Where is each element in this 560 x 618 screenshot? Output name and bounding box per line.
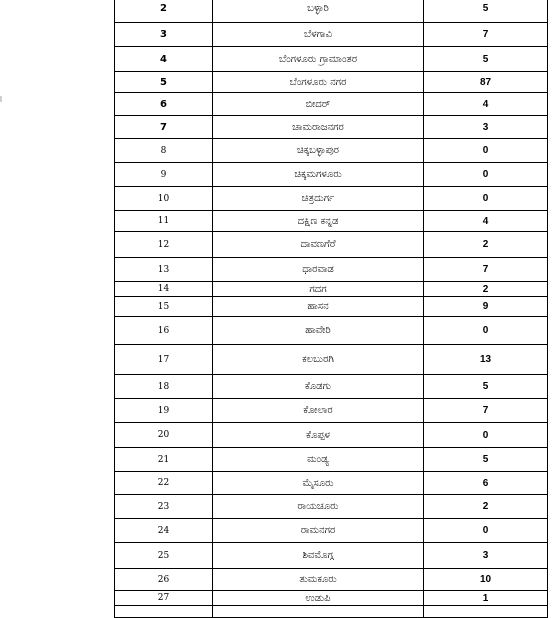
district-name-cell: ಉಡುಪಿ (213, 591, 424, 606)
table-row (115, 569, 548, 591)
district-name-cell: ಬೆಂಗಳೂರು ನಗರ (213, 72, 424, 93)
count-cell: 2 (424, 495, 548, 519)
count-cell: 3 (424, 543, 548, 569)
district-name-cell: ಗದಗ (213, 282, 424, 297)
count-cell: 7 (424, 399, 548, 423)
serial-number-cell: 14 (115, 282, 213, 297)
table-row (115, 258, 548, 282)
district-name-cell: ಧಾರವಾಡ (213, 258, 424, 282)
district-name-cell: ಬೆಂಗಳೂರು ಗ್ರಾಮಾಂತರ (213, 47, 424, 72)
serial-number-cell: 12 (115, 232, 213, 258)
table-row (115, 93, 548, 116)
table-row (115, 297, 548, 317)
district-name-cell: ಹಾವೇರಿ (213, 317, 424, 345)
table-row (115, 23, 548, 47)
table-body (115, 0, 548, 618)
district-name-cell: ಬೀದರ್ (213, 93, 424, 116)
count-cell: 0 (424, 423, 548, 448)
serial-number-cell: 18 (115, 375, 213, 399)
serial-number-cell: 25 (115, 543, 213, 569)
district-name-cell: ಚಾಮರಾಜನಗರ (213, 116, 424, 139)
district-name-cell: ಹಾಸನ (213, 297, 424, 317)
count-cell: 3 (424, 116, 548, 139)
district-name-cell (213, 606, 424, 618)
serial-number-cell: 11 (115, 211, 213, 232)
table-row (115, 375, 548, 399)
district-count-table (114, 0, 548, 618)
count-cell: 2 (424, 282, 548, 297)
table-row (115, 448, 548, 472)
district-name-cell: ಚಿಕ್ಕಬಳ್ಳಾಪುರ (213, 139, 424, 163)
district-name-cell: ಕಲಬುರಗಿ (213, 345, 424, 375)
serial-number-cell: 10 (115, 187, 213, 211)
count-cell: 0 (424, 519, 548, 543)
count-cell: 13 (424, 345, 548, 375)
serial-number-cell: 23 (115, 495, 213, 519)
serial-number-cell: 7 (115, 116, 213, 139)
table-row (115, 423, 548, 448)
district-name-cell: ಬಳ್ಳಾರಿ (213, 0, 424, 23)
table-row (115, 519, 548, 543)
district-name-cell: ದಕ್ಷಿಣ ಕನ್ನಡ (213, 211, 424, 232)
district-name-cell: ಚಿತ್ರದುರ್ಗ (213, 187, 424, 211)
district-name-cell: ಚಿಕ್ಕಮಗಳೂರು (213, 163, 424, 187)
count-cell: 5 (424, 375, 548, 399)
serial-number-cell (115, 606, 213, 618)
serial-number-cell: 15 (115, 297, 213, 317)
table-row (115, 0, 548, 23)
serial-number-cell: 6 (115, 93, 213, 116)
table-row (115, 591, 548, 606)
serial-number-cell: 17 (115, 345, 213, 375)
table-row (115, 116, 548, 139)
serial-number-cell: 16 (115, 317, 213, 345)
district-name-cell: ಬೆಳಗಾವಿ (213, 23, 424, 47)
district-name-cell: ದಾವಣಗೆರೆ (213, 232, 424, 258)
serial-number-cell: 27 (115, 591, 213, 606)
district-name-cell: ಶಿವಮೊಗ್ಗ (213, 543, 424, 569)
count-cell: 4 (424, 93, 548, 116)
table-row (115, 163, 548, 187)
serial-number-cell: 13 (115, 258, 213, 282)
district-name-cell: ರಾಯಚೂರು (213, 495, 424, 519)
page-edge-mark (0, 96, 2, 102)
count-cell: 87 (424, 72, 548, 93)
serial-number-cell: 8 (115, 139, 213, 163)
count-cell: 7 (424, 258, 548, 282)
count-cell: 5 (424, 47, 548, 72)
count-cell: 0 (424, 139, 548, 163)
count-cell: 0 (424, 317, 548, 345)
serial-number-cell: 22 (115, 472, 213, 495)
count-cell: 0 (424, 163, 548, 187)
count-cell: 6 (424, 472, 548, 495)
serial-number-cell: 21 (115, 448, 213, 472)
table-row (115, 606, 548, 618)
district-name-cell: ಕೊಡಗು (213, 375, 424, 399)
count-cell: 1 (424, 591, 548, 606)
district-name-cell: ಮಂಡ್ಯ (213, 448, 424, 472)
table-row (115, 495, 548, 519)
table-row (115, 282, 548, 297)
count-cell: 0 (424, 187, 548, 211)
count-cell: 10 (424, 569, 548, 591)
table-row (115, 139, 548, 163)
serial-number-cell: 5 (115, 72, 213, 93)
district-name-cell: ರಾಮನಗರ (213, 519, 424, 543)
serial-number-cell: 19 (115, 399, 213, 423)
district-name-cell: ಮೈಸೂರು (213, 472, 424, 495)
serial-number-cell: 4 (115, 47, 213, 72)
table-row (115, 187, 548, 211)
table-row (115, 472, 548, 495)
table-row (115, 72, 548, 93)
district-name-cell: ಕೋಲಾರ (213, 399, 424, 423)
count-cell: 9 (424, 297, 548, 317)
serial-number-cell: 3 (115, 23, 213, 47)
serial-number-cell: 24 (115, 519, 213, 543)
table-row (115, 317, 548, 345)
serial-number-cell: 26 (115, 569, 213, 591)
count-cell: 5 (424, 0, 548, 23)
count-cell: 2 (424, 232, 548, 258)
table-row (115, 47, 548, 72)
serial-number-cell: 20 (115, 423, 213, 448)
table-row (115, 399, 548, 423)
count-cell: 4 (424, 211, 548, 232)
table-row (115, 211, 548, 232)
count-cell: 7 (424, 23, 548, 47)
table-row (115, 232, 548, 258)
table-row (115, 345, 548, 375)
table-row (115, 543, 548, 569)
count-cell (424, 606, 548, 618)
district-name-cell: ಕೊಪ್ಪಳ (213, 423, 424, 448)
serial-number-cell: 2 (115, 0, 213, 23)
serial-number-cell: 9 (115, 163, 213, 187)
district-name-cell: ತುಮಕೂರು (213, 569, 424, 591)
count-cell: 5 (424, 448, 548, 472)
